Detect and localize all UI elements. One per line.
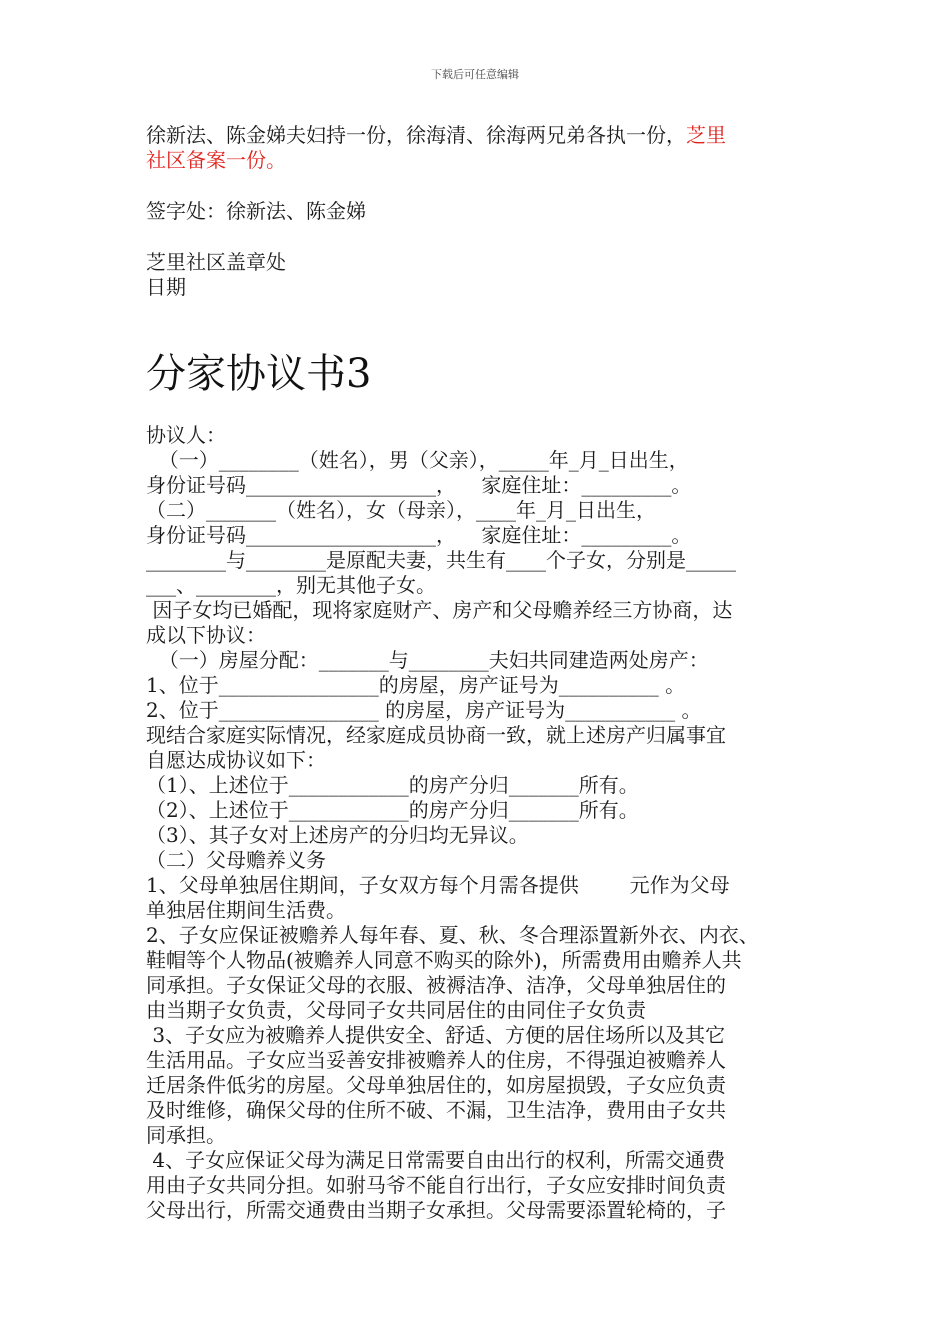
body-line: 1、父母单独居住期间，子女双方每个月需各提供 元作为父母 [146, 873, 730, 897]
body-line: 协议人： [146, 423, 226, 447]
body-line: ________与________是原配夫妻，共生有____个子女，分别是_____ [146, 548, 736, 572]
body-line: 同承担。 [146, 1123, 226, 1147]
community-record-text: 芝里 [686, 123, 726, 147]
body-line: 成以下协议： [146, 623, 266, 647]
body-line: 由当期子女负责，父母同子女共同居住的由同住子女负责 [146, 998, 646, 1022]
body-line: 鞋帽等个人物品(被赡养人同意不购买的除外)，所需费用由赡养人共 [146, 948, 742, 972]
body-line: 身份证号码___________________， 家庭住址：_________。 [146, 473, 692, 497]
body-line: 自愿达成协议如下： [146, 748, 326, 772]
body-line: （2）、上述位于____________的房产分归_______所有。 [146, 798, 639, 822]
body-line: 3、子女应为被赡养人提供安全、舒适、方便的居住场所以及其它 [146, 1023, 726, 1047]
body-line: 1、位于________________的房屋，房产证号为__________ 。 [146, 673, 686, 697]
stamp-block [146, 250, 826, 300]
body-line: （1）、上述位于____________的房产分归_______所有。 [146, 773, 639, 797]
body-line: （二）_______（姓名），女（母亲），____年_月_日出生， [146, 498, 656, 522]
distribution-paragraph [146, 123, 826, 173]
body-line: （二）父母赡养义务 [146, 848, 326, 872]
community-record-text-cont: 社区备案一份。 [146, 148, 286, 172]
body-line: 2、子女应保证被赡养人每年春、夏、秋、冬合理添置新外衣、内衣、 [146, 923, 759, 947]
body-line: 身份证号码___________________， 家庭住址：_________。 [146, 523, 692, 547]
body-line: 及时维修，确保父母的住所不破、不漏，卫生洁净，费用由子女共 [146, 1098, 726, 1122]
paragraph-line [146, 123, 826, 148]
stamp-text: 芝里社区盖章处 [146, 250, 286, 274]
agreement-body [146, 423, 826, 1223]
body-line: 现结合家庭实际情况，经家庭成员协商一致，就上述房产归属事宜 [146, 723, 726, 747]
body-line: （一）房屋分配：_______与________夫妇共同建造两处房产： [146, 648, 709, 672]
body-line: 用由子女共同分担。如驸马爷不能自行出行，子女应安排时间负责 [146, 1173, 726, 1197]
date-text: 日期 [146, 275, 186, 299]
body-line: ___、________，别无其他子女。 [146, 573, 436, 597]
body-line: 2、位于________________ 的房屋，房产证号为___________ 。 [146, 698, 702, 722]
body-line: 迁居条件低劣的房屋。父母单独居住的，如房屋损毁，子女应负责 [146, 1073, 726, 1097]
body-line: 4、子女应保证父母为满足日常需要自由出行的权利，所需交通费 [146, 1148, 726, 1172]
body-line: （3）、其子女对上述房产的分归均无异议。 [146, 823, 529, 847]
holders-text: 徐新法、陈金娣夫妇持一份，徐海清、徐海两兄弟各执一份， [146, 123, 686, 147]
body-line: 生活用品。子女应当妥善安排被赡养人的住房，不得强迫被赡养人 [146, 1048, 726, 1072]
body-line: 同承担。子女保证父母的衣服、被褥洁净、洁净，父母单独居住的 [146, 973, 726, 997]
signature-line [146, 199, 826, 224]
body-line: 单独居住期间生活费。 [146, 898, 346, 922]
page-header-note: 下载后可任意编辑 [431, 68, 519, 81]
body-line: （一）________（姓名），男（父亲），_____年_月_日出生， [146, 448, 689, 472]
body-line: 因子女均已婚配，现将家庭财产、房产和父母赡养经三方协商，达 [146, 598, 733, 622]
body-line: 父母出行，所需交通费由当期子女承担。父母需要添置轮椅的，子 [146, 1198, 726, 1222]
agreement-title: 分家协议书3 [146, 351, 372, 397]
signature-text: 签字处：徐新法、陈金娣 [146, 199, 366, 223]
